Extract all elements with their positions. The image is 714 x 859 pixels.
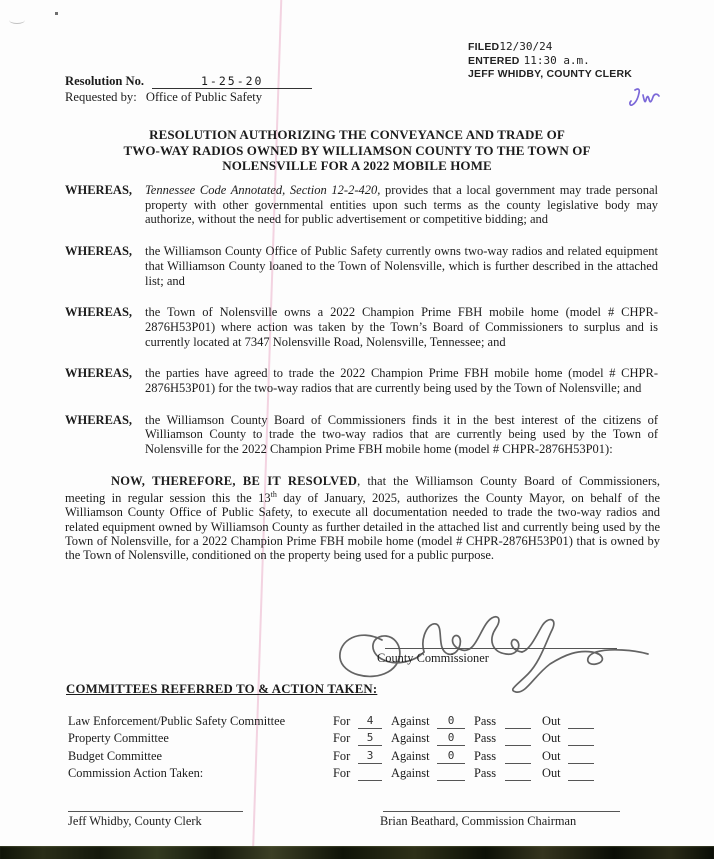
whereas-label: WHEREAS,: [65, 412, 133, 427]
whereas-label: WHEREAS,: [65, 366, 133, 381]
out-label: Out: [542, 748, 561, 763]
clause-text: the parties have agreed to trade the 2022 Champion Prime FBH mobile home (model # CHPR-2876H53P01) for the two-way radios that are currently being used by the Town of Nolensville; and: [145, 366, 658, 396]
committee-name: Law Enforcement/Public Safety Committee: [68, 714, 286, 729]
for-value: 4: [358, 714, 382, 729]
whereas-label: WHEREAS,: [65, 305, 133, 320]
against-label: Against: [391, 714, 430, 729]
title-line-1: RESOLUTION AUTHORIZING THE CONVEYANCE AND TRADE OF: [149, 127, 565, 142]
resolved-text-rest: day of January, 2025, authorizes the County Mayor, on behalf of the Williamson County Office of Public Safety, to execute all documentation needed to trade the two-way radios and related equipment owned by Williamson County as further detailed in the attached list and currently being used by the Town of Nolensville, for a 2022 Champion Prime FBH mobile home (model # CHPR-2876H53P01) that is owned by the Town of Nolensville, conditioned on the property being used for a public purpose.: [65, 491, 660, 563]
committee-name: Budget Committee: [68, 748, 162, 763]
whereas-text: [145, 366, 658, 395]
whereas-clause: [65, 244, 660, 288]
whereas-label: WHEREAS,: [65, 183, 133, 197]
committee-row: [68, 729, 594, 746]
entered-label: ENTERED: [468, 54, 520, 67]
title-line-3: NOLENSVILLE FOR A 2022 MOBILE HOME: [222, 158, 492, 173]
against-value: 0: [437, 749, 465, 764]
committees-heading: COMMITTEES REFERRED TO & ACTION TAKEN:: [66, 682, 378, 696]
committee-name: Commission Action Taken:: [68, 765, 204, 780]
out-value: [568, 714, 594, 729]
chairman-signature-line: [383, 811, 620, 812]
entered-row: [468, 54, 632, 68]
filed-row: [468, 40, 632, 54]
pass-value: [505, 749, 531, 764]
clerk-initials-jw-ink: [628, 87, 662, 111]
pass-label: Pass: [474, 748, 497, 763]
statute-citation: Tennessee Code Annotated, Section 12-2-420,: [145, 183, 381, 197]
whereas-text: [145, 305, 658, 349]
commissioner-signature-title: County Commissioner: [377, 651, 489, 665]
clause-text: provides that a local government may trade personal property with other governmental entities upon such terms as the county legislative body may authorize, without the need for public advertisement or competitive bidding; and: [145, 183, 658, 227]
out-label: Out: [542, 714, 561, 729]
committees-table: [68, 712, 594, 781]
pass-value: [505, 766, 531, 781]
day-ordinal-suffix: th: [270, 490, 277, 500]
requested-by-label: Requested by:: [65, 90, 137, 104]
requested-by-row: [65, 90, 262, 105]
clerk-name-caption: Jeff Whidby, County Clerk: [68, 814, 202, 828]
pass-label: Pass: [474, 765, 497, 780]
whereas-clause: [65, 366, 660, 395]
for-label: For: [333, 748, 351, 763]
whereas-text: [145, 183, 658, 227]
pass-label: Pass: [474, 714, 497, 729]
out-value: [568, 749, 594, 764]
whereas-clause: [65, 183, 660, 227]
scan-artifact-dot: [55, 12, 58, 15]
resolution-number-row: [65, 74, 312, 89]
against-value: 0: [437, 714, 465, 729]
clerk-row: [468, 67, 632, 81]
committee-row: [68, 746, 594, 763]
whereas-clause: [65, 305, 660, 349]
filed-date: 12/30/24: [499, 40, 553, 53]
entered-time: 11:30 a.m.: [523, 53, 590, 67]
whereas-clause: [65, 413, 660, 457]
resolved-text-mid: , that the Williamson County Board of Commissioners, meeting in regular session this the 13: [65, 473, 660, 506]
commissioner-signature-line: [385, 648, 617, 649]
pass-value: [505, 731, 531, 746]
for-value: 3: [358, 749, 382, 764]
for-value: 5: [358, 731, 382, 746]
for-value: [358, 766, 382, 781]
resolution-no-value: 1-25-20: [152, 74, 312, 89]
clause-text: the Williamson County Office of Public Safety currently owns two-way radios and related equipment that Williamson County loaned to the Town of Nolensville, which is further described in the attached list; and: [145, 244, 658, 288]
against-label: Against: [391, 748, 430, 763]
against-label: Against: [391, 731, 430, 746]
whereas-text: [145, 244, 658, 288]
resolved-lead: NOW, THEREFORE, BE IT RESOLVED: [111, 473, 358, 488]
committee-row: [68, 712, 594, 729]
resolved-paragraph: [65, 474, 660, 562]
against-label: Against: [391, 765, 430, 780]
clerk-filing-stamp: [468, 40, 632, 81]
for-label: For: [333, 765, 351, 780]
pass-label: Pass: [474, 731, 497, 746]
for-label: For: [333, 731, 351, 746]
desktop-background-strip: [0, 846, 714, 859]
clerk-name: JEFF WHIDBY, COUNTY CLERK: [468, 68, 633, 80]
for-label: For: [333, 714, 351, 729]
committee-row: [68, 764, 594, 781]
chairman-name-caption: Brian Beathard, Commission Chairman: [380, 814, 577, 828]
against-value: [437, 766, 465, 781]
clerk-signature-line: [68, 811, 243, 812]
clause-text: the Williamson County Board of Commissioners finds it in the best interest of the citizens of Williamson County to trade the two-way radios that are currently being used by the Town of Nolensville for the 2022 Champion Prime FBH mobile home (model # CHPR-2876H53P01):: [145, 412, 658, 457]
requested-by-value: Office of Public Safety: [145, 90, 263, 104]
whereas-label: WHEREAS,: [65, 244, 133, 259]
resolution-body: [65, 183, 660, 562]
pass-value: [505, 714, 531, 729]
out-value: [568, 766, 594, 781]
scan-artifact-mark: [9, 16, 25, 24]
out-label: Out: [542, 765, 561, 780]
clause-text: the Town of Nolensville owns a 2022 Champion Prime FBH mobile home (model # CHPR-2876H53P01) where action was taken by the Town’s Board of Commissioners to surplus and is currently located at 7347 Nolensville Road, Nolensville, Tennessee; and: [145, 305, 658, 349]
whereas-text: [145, 413, 658, 457]
committee-name: Property Committee: [68, 731, 169, 746]
title-line-2: TWO-WAY RADIOS OWNED BY WILLIAMSON COUNTY TO THE TOWN OF: [123, 142, 591, 158]
resolution-title: [0, 127, 714, 174]
filed-label: FILED: [468, 41, 500, 53]
out-value: [568, 731, 594, 746]
against-value: 0: [437, 731, 465, 746]
resolution-no-label: Resolution No.: [65, 74, 145, 88]
out-label: Out: [542, 731, 561, 746]
